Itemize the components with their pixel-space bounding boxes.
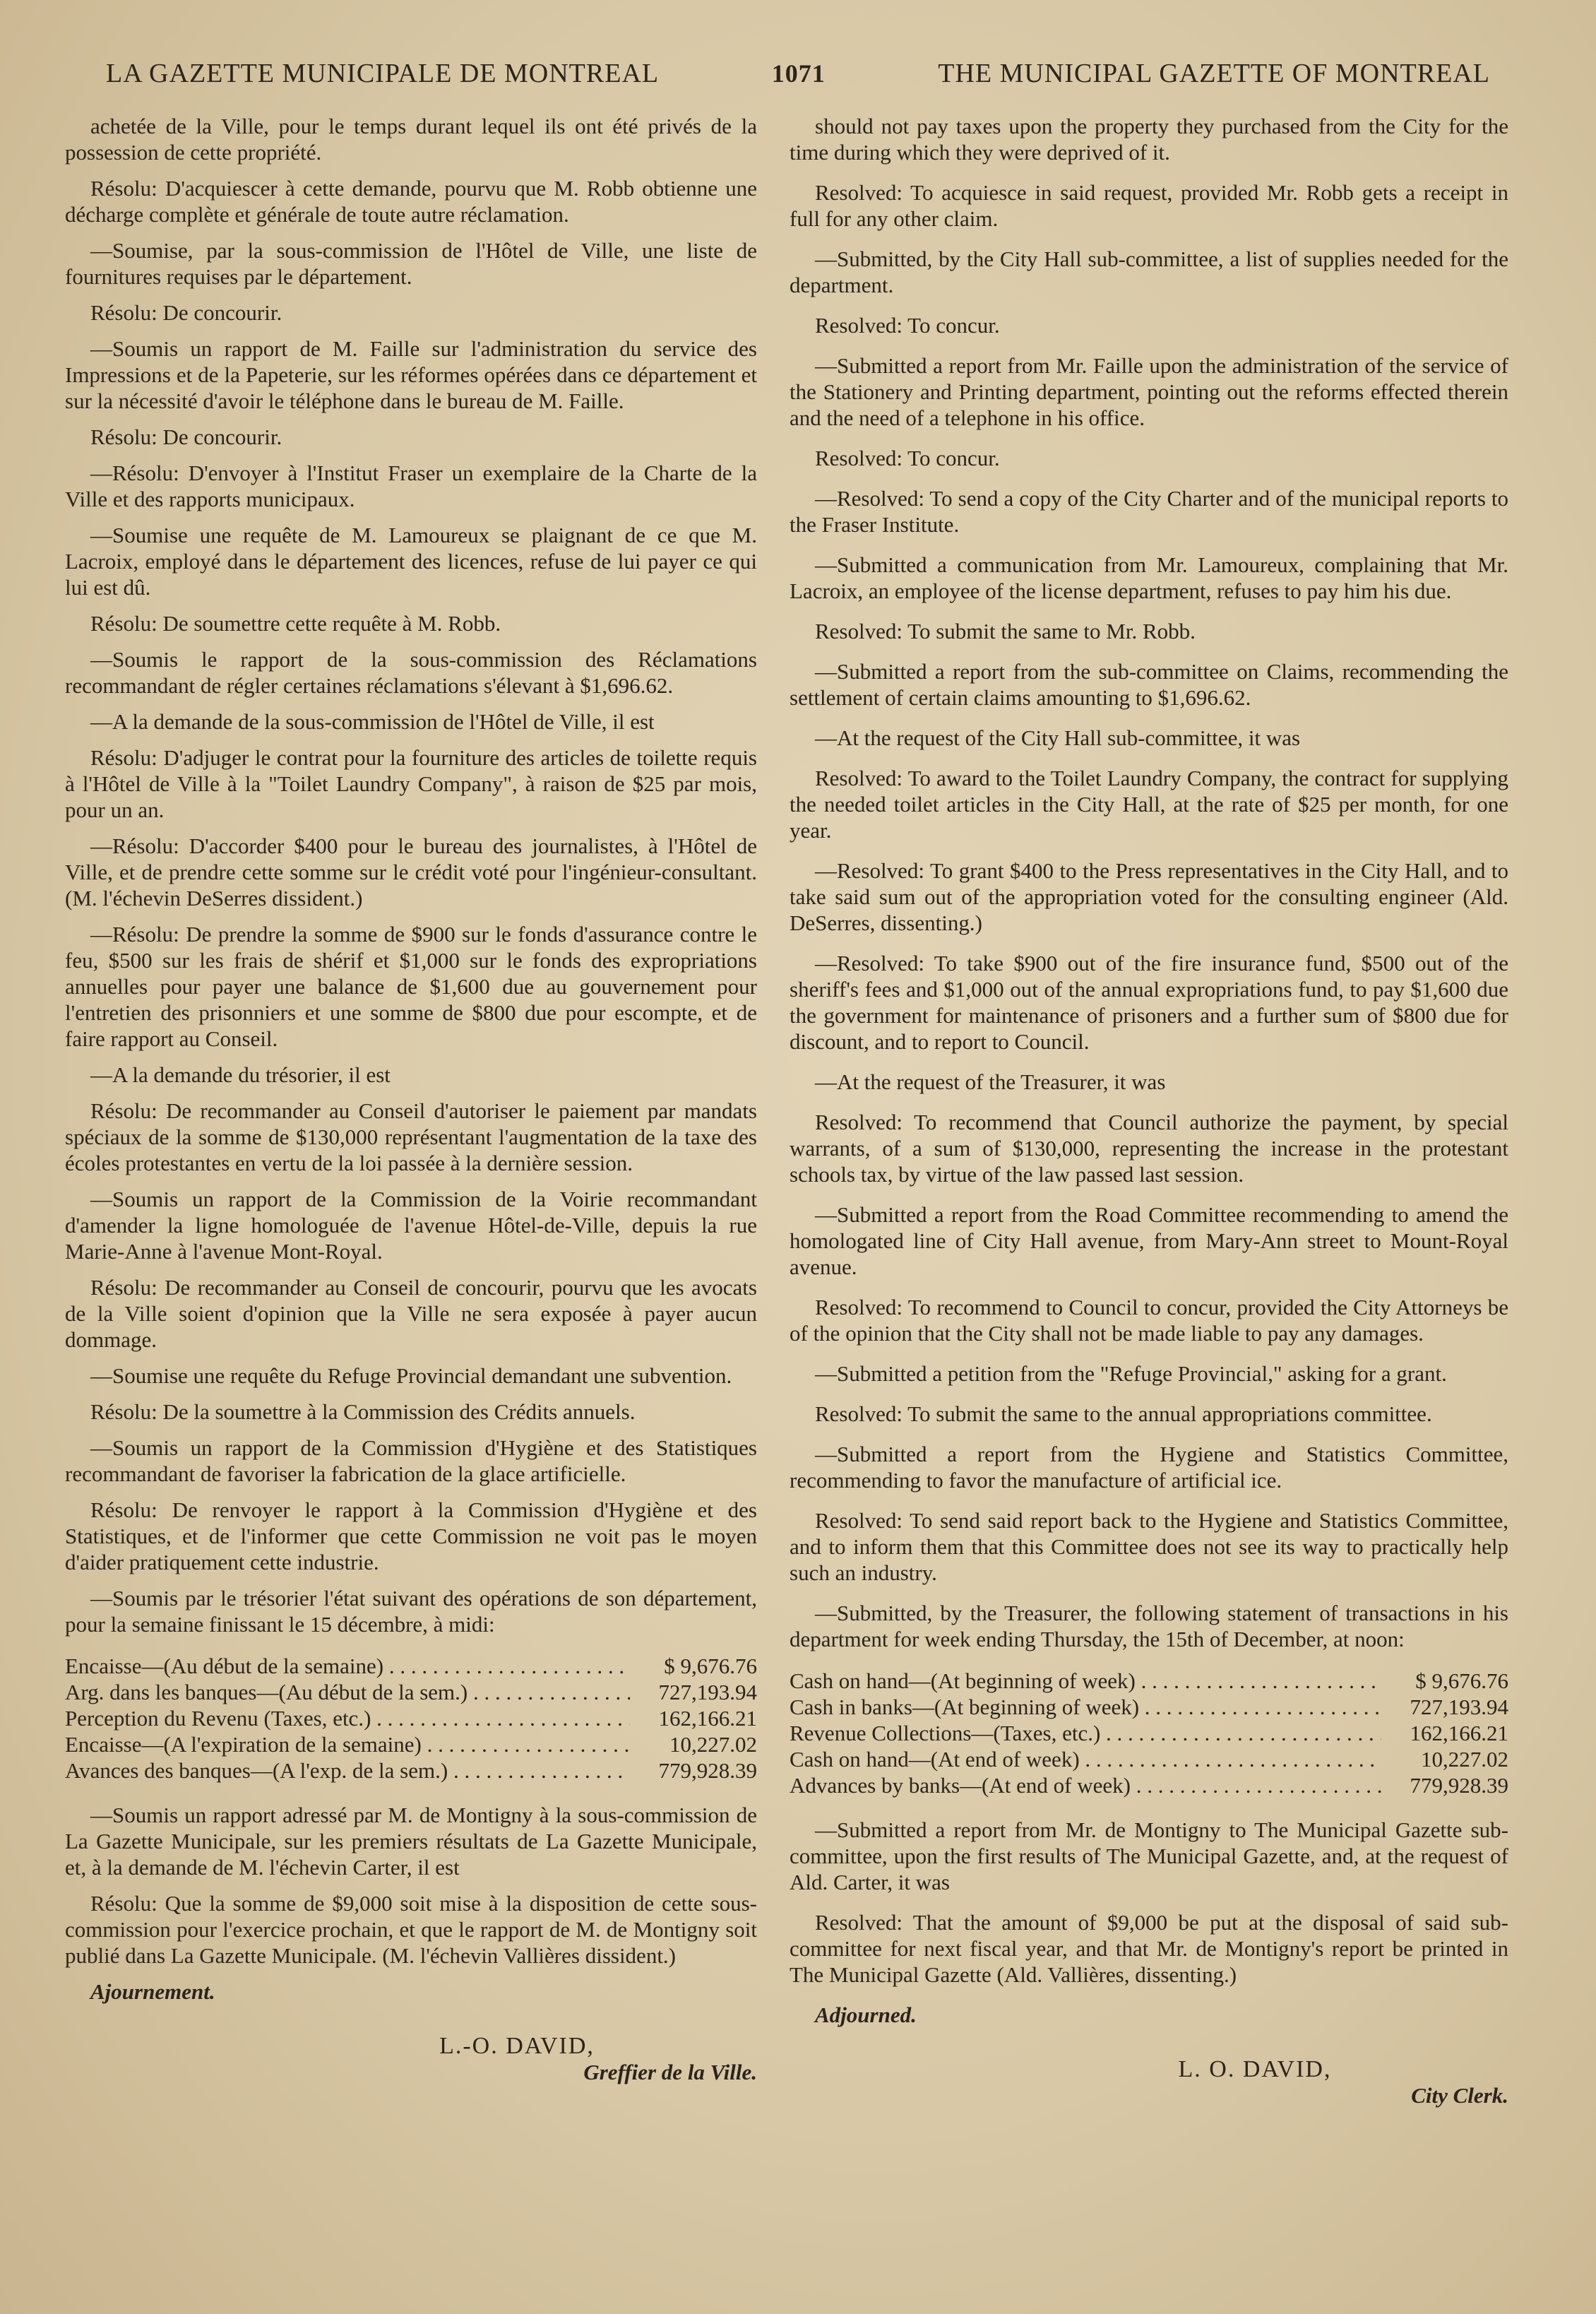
- ledger-label: Cash on hand—(At beginning of week) . . .: [790, 1668, 1381, 1694]
- paragraph: Resolved: To award to the Toilet Laundry Company, the contract for supplying the needed toilet articles in the City Hall, at the rate of $25 per month, for one year.: [790, 766, 1508, 843]
- page-header: [106, 58, 1490, 100]
- paragraph: Resolved: That the amount of $9,000 be put at the disposal of said sub-committee for next fiscal year, and that Mr. de Montigny's report be printed in The Municipal Gazette (Ald. Vallières, dissenting.): [790, 1910, 1508, 1987]
- paragraph: Resolved: To recommend to Council to concur, provided the City Attorneys be of the opinion that the City shall not be made liable to pay any damages.: [790, 1295, 1508, 1346]
- ledger-value: $ 9,676.76: [664, 1654, 757, 1678]
- ledger-row: [65, 1731, 757, 1757]
- paragraph: Résolu: De renvoyer le rapport à la Commission d'Hygiène et des Statistiques, et de l'informer que cette Commission ne voit pas le moyen d'aider pratiquement cette industrie.: [65, 1497, 757, 1574]
- paragraph: —Soumis un rapport adressé par M. de Montigny à la sous-commission de La Gazette Municipale, sur les premiers résultats de La Gazette Municipale, et, à la demande de M. l'échevin Carter, il est: [65, 1803, 757, 1880]
- english-signature-name: L. O. DAVID,: [1178, 2056, 1332, 2082]
- paragraph: should not pay taxes upon the property they purchased from the City for the time during which they were deprived of it.: [790, 114, 1508, 165]
- paragraph: —Submitted a report from the sub-committee on Claims, recommending the settlement of certain claims amounting to $1,696.62.: [790, 659, 1508, 710]
- paragraph: Resolved: To submit the same to Mr. Robb.: [815, 619, 1196, 643]
- ledger-value: 10,227.02: [669, 1732, 757, 1757]
- paragraph: —Soumis un rapport de la Commission d'Hygiène et des Statistiques recommandant de favoriser la fabrication de la glace artificielle.: [65, 1435, 757, 1486]
- paragraph: —Résolu: D'accorder $400 pour le bureau des journalistes, à l'Hôtel de Ville, et de prendre cette somme sur le crédit voté pour l'ingénieur-consultant. (M. l'échevin DeSerres dissident.): [65, 833, 757, 910]
- english-signature: [790, 2056, 1508, 2108]
- paragraph: —Soumise une requête de M. Lamoureux se plaignant de ce que M. Lacroix, employé dans le département des licences, refuse de lui payer ce qui lui est dû.: [65, 523, 757, 600]
- ledger-row: [790, 1772, 1508, 1798]
- english-signature-title: City Clerk.: [1411, 2083, 1508, 2108]
- ledger-value: 727,193.94: [658, 1680, 757, 1704]
- ledger-row: [790, 1746, 1508, 1772]
- paragraph: Résolu: D'acquiescer à cette demande, pourvu que M. Robb obtienne une décharge complète et générale de toute autre réclamation.: [65, 176, 757, 227]
- french-signature: [65, 2033, 757, 2085]
- header-french-title: LA GAZETTE MUNICIPALE DE MONTREAL: [106, 59, 660, 88]
- ledger-row: [65, 1653, 757, 1679]
- ledger-value: 10,227.02: [1421, 1747, 1508, 1772]
- english-paragraphs: [790, 113, 1508, 1652]
- ledger-value: 779,928.39: [1410, 1773, 1508, 1798]
- paragraph: Résolu: D'adjuger le contrat pour la fourniture des articles de toilette requis à l'Hôtel de Ville à la "Toilet Laundry Company", à raison de $25 par mois, pour un an.: [65, 745, 757, 822]
- ledger-value: 727,193.94: [1410, 1695, 1508, 1719]
- paragraph: Résolu: De soumettre cette requête à M. Robb.: [90, 611, 501, 636]
- paragraph: —Resolved: To take $900 out of the fire insurance fund, $500 out of the sheriff's fees and $1,000 out of the annual expropriations fund, to pay $1,600 due the government for maintenance of prisoners and a further sum of $800 due for discount, and to report to Council.: [790, 951, 1508, 1054]
- ledger-label: Encaisse—(Au début de la semaine) . . .: [65, 1653, 630, 1679]
- english-adjourn: Adjourned.: [815, 2003, 917, 2027]
- paragraph: —A la demande du trésorier, il est: [90, 1062, 391, 1087]
- french-signature-name: L.-O. DAVID,: [439, 2033, 595, 2059]
- paragraph: achetée de la Ville, pour le temps durant lequel ils ont été privés de la possession de cette propriété.: [65, 114, 757, 165]
- french-adjourn: Ajournement.: [90, 1979, 215, 2004]
- ledger-row: [65, 1679, 757, 1705]
- paragraph: Resolved: To submit the same to the annual appropriations committee.: [815, 1401, 1432, 1426]
- english-ledger: [790, 1668, 1508, 1798]
- ledger-label: Advances by banks—(At end of week) . . .: [790, 1772, 1381, 1798]
- paragraph: —Resolved: To grant $400 to the Press representatives in the City Hall, and to take said sum out of the appropriation voted for the consulting engineer (Ald. DeSerres, dissenting.): [790, 858, 1508, 935]
- paragraph: Résolu: Que la somme de $9,000 soit mise à la disposition de cette sous-commission pour l'exercice prochain, et que le rapport de M. de Montigny soit publié dans La Gazette Municipale. (M. l'échevin Vallières dissident.): [65, 1891, 757, 1968]
- paragraph: —Submitted a report from Mr. de Montigny to The Municipal Gazette sub-committee, upon the first results of The Municipal Gazette, and, at the request of Ald. Carter, it was: [790, 1817, 1508, 1894]
- ledger-value: 779,928.39: [658, 1758, 757, 1783]
- paragraph: Résolu: De recommander au Conseil de concourir, pourvu que les avocats de la Ville soient d'opinion que la Ville ne sera exposée à payer aucun dommage.: [65, 1275, 757, 1352]
- ledger-label: Arg. dans les banques—(Au début de la sem.) . . .: [65, 1679, 630, 1705]
- paragraph: —A la demande de la sous-commission de l'Hôtel de Ville, il est: [90, 709, 655, 734]
- paragraph: —Submitted a communication from Mr. Lamoureux, complaining that Mr. Lacroix, an employee of the license department, refuses to pay him his due.: [790, 552, 1508, 603]
- paragraph: —Soumis un rapport de la Commission de la Voirie recommandant d'amender la ligne homologuée de l'avenue Hôtel-de-Ville, depuis la rue Marie-Anne à l'avenue Mont-Royal.: [65, 1187, 757, 1264]
- paragraph: —Submitted a report from the Road Committee recommending to amend the homologated line of City Hall avenue, from Mary-Ann street to Mount-Royal avenue.: [790, 1202, 1508, 1279]
- paragraph: —Résolu: D'envoyer à l'Institut Fraser un exemplaire de la Charte de la Ville et des rapports municipaux.: [65, 461, 757, 511]
- french-ledger: [65, 1653, 757, 1784]
- paragraph: —Submitted, by the Treasurer, the following statement of transactions in his department for week ending Thursday, the 15th of December, at noon:: [790, 1601, 1508, 1651]
- ledger-label: Revenue Collections—(Taxes, etc.) . . .: [790, 1720, 1381, 1746]
- ledger-label: Cash in banks—(At beginning of week) . . .: [790, 1694, 1381, 1720]
- paragraph: —Submitted a report from Mr. Faille upon the administration of the service of the Stationery and Printing department, pointing out the reforms effected therein and the need of a telephone in his office.: [790, 353, 1508, 430]
- paragraph: —Résolu: De prendre la somme de $900 sur le fonds d'assurance contre le feu, $500 sur les frais de shérif et $1,000 sur le fonds des expropriations annuelles pour payer une balance de $1,600 due au gouvernement pour l'entretien des prisonniers et une somme de $800 due pour escompte, et de faire rapport au Conseil.: [65, 922, 757, 1051]
- ledger-row: [65, 1757, 757, 1784]
- ledger-row: [790, 1720, 1508, 1746]
- paragraph: —At the request of the Treasurer, it was: [815, 1069, 1166, 1094]
- english-closing-paragraphs: [790, 1817, 1508, 1988]
- paragraph: —Resolved: To send a copy of the City Charter and of the municipal reports to the Fraser Institute.: [790, 486, 1508, 537]
- paragraph: —Soumise, par la sous-commission de l'Hôtel de Ville, une liste de fournitures requises par le département.: [65, 238, 757, 289]
- french-signature-title: Greffier de la Ville.: [583, 2060, 757, 2084]
- french-paragraphs: [65, 113, 757, 1637]
- header-english-title: THE MUNICIPAL GAZETTE OF MONTREAL: [938, 59, 1490, 88]
- paragraph: Résolu: De concourir.: [90, 300, 282, 325]
- paragraph: Resolved: To recommend that Council authorize the payment, by special warrants, of a sum of $130,000, representing the increase in the protestant schools tax, by virtue of the law passed last session.: [790, 1110, 1508, 1187]
- ledger-value: 162,166.21: [658, 1706, 757, 1731]
- paragraph: —Submitted, by the City Hall sub-committee, a list of supplies needed for the department.: [790, 247, 1508, 297]
- ledger-row: [65, 1705, 757, 1731]
- ledger-label: Avances des banques—(A l'exp. de la sem.) . . .: [65, 1757, 630, 1784]
- paragraph: Resolved: To concur.: [815, 313, 1000, 338]
- paragraph: Resolved: To acquiesce in said request, provided Mr. Robb gets a receipt in full for any other claim.: [790, 180, 1508, 231]
- ledger-label: Cash on hand—(At end of week) . . .: [790, 1746, 1381, 1772]
- ledger-value: 162,166.21: [1410, 1721, 1508, 1745]
- paragraph: —At the request of the City Hall sub-committee, it was: [815, 725, 1301, 750]
- french-column: [65, 113, 757, 2085]
- paragraph: —Soumis le rapport de la sous-commission des Réclamations recommandant de régler certaines réclamations s'élevant à $1,696.62.: [65, 647, 757, 698]
- ledger-label: Encaisse—(A l'expiration de la semaine) . . .: [65, 1731, 630, 1757]
- paragraph: Résolu: De la soumettre à la Commission des Crédits annuels.: [90, 1399, 636, 1424]
- paragraph: Résolu: De concourir.: [90, 425, 282, 449]
- ledger-row: [790, 1668, 1508, 1694]
- french-closing-paragraphs: [65, 1802, 757, 1969]
- paragraph: —Soumis par le trésorier l'état suivant des opérations de son département, pour la semaine finissant le 15 décembre, à midi:: [65, 1586, 757, 1637]
- ledger-value: $ 9,676.76: [1415, 1668, 1508, 1693]
- paragraph: Resolved: To concur.: [815, 446, 1000, 470]
- paragraph: —Soumis un rapport de M. Faille sur l'administration du service des Impressions et de la Papeterie, sur les réformes opérées dans ce département et sur la nécessité d'avoir le téléphone dans le bureau de M. Faille.: [65, 336, 757, 413]
- paragraph: —Submitted a report from the Hygiene and Statistics Committee, recommending to favor the manufacture of artificial ice.: [790, 1442, 1508, 1493]
- paragraph: Résolu: De recommander au Conseil d'autoriser le paiement par mandats spéciaux de la somme de $130,000 représentant l'augmentation de la taxe des écoles protestantes en vertu de la loi passée à la dernière session.: [65, 1098, 757, 1175]
- paragraph: —Submitted a petition from the "Refuge Provincial," asking for a grant.: [815, 1361, 1447, 1386]
- ledger-row: [790, 1694, 1508, 1720]
- ledger-label: Perception du Revenu (Taxes, etc.) . . .: [65, 1705, 630, 1731]
- english-column: [790, 113, 1508, 2108]
- paragraph: Resolved: To send said report back to the Hygiene and Statistics Committee, and to inform them that this Committee does not see its way to practically help such an industry.: [790, 1508, 1508, 1585]
- paragraph: —Soumise une requête du Refuge Provincial demandant une subvention.: [90, 1363, 732, 1388]
- page-number: 1071: [771, 59, 826, 88]
